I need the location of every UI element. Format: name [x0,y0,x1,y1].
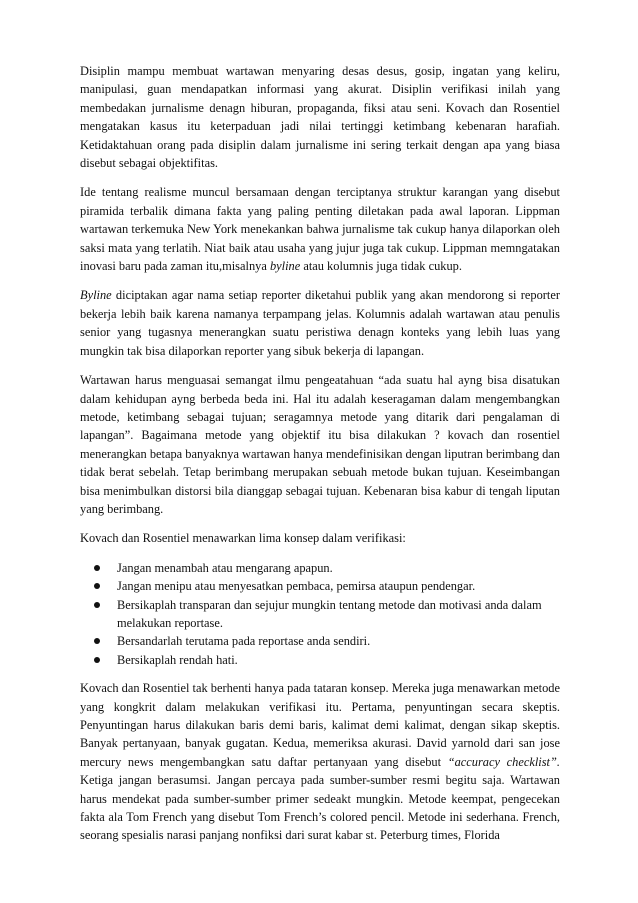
document-body [80,62,560,856]
list-item-text: Jangan menambah atau mengarang apapun. [117,560,333,575]
italic-term-byline: byline [269,259,301,274]
paragraph-method [80,371,560,518]
list-item [80,596,560,633]
italic-term-accuracy-checklist: “accuracy checklist”. [447,754,560,769]
paragraph-concepts-intro [80,529,560,547]
list-item [80,577,560,595]
list-item-text: Bersikaplah transparan dan sejujur mungkin tentang metode dan motivasi anda dalam melakukan reportase. [117,597,542,630]
paragraph-text: atau kolumnis juga tidak cukup. [300,259,462,274]
list-item [80,559,560,577]
list-item-text: Bersikaplah rendah hati. [117,652,238,667]
paragraph-byline [80,286,560,360]
italic-term-byline: Byline [80,288,112,303]
paragraph-text: Ketiga jangan berasumsi. Jangan percaya pada sumber-sumber resmi begitu saja. Wartawan harus mendekat pada sumber-sumber primer sedeakt mungkin. Metode keempat, pengecekan fakta ala Tom French yang disebut Tom French’s colored pencil. Metode ini sederhana. French, seorang spesialis narasi panjang nonfiksi dari surat kabar st. Peterburg times, Florida [80,773,560,843]
paragraph-discipline [80,62,560,172]
bullet-icon [94,565,100,571]
paragraph-text: Kovach dan Rosentiel tak berhenti hanya pada tataran konsep. Mereka juga menawarkan metode yang kongkrit dalam melakukan verifikasi itu. Pertama, penyuntingan secara skeptis. Penyuntingan harus dilakukan baris demi baris, kalimat demi kalimat, dengan sikap skeptis. Banyak pertanyaan, banyak gugatan. Kedua, memeriksa akurasi. David yarnold dari san jose mercury news mengembangkan satu daftar pertanyaan yang disebut [80,681,560,769]
paragraph-text: Wartawan harus menguasai semangat ilmu pengeatahuan “ada suatu hal ayng bisa disatukan dalam kehidupan ayng berbeda beda ini. Hal itu adalah keseragaman dalam mengembangkan metode, ketimbang sebagai tujuan; seragamnya metode yang ditarik dari pengalaman di lapangan”. Bagaimana metode yang objektif itu bisa dilakukan ? kovach dan rosentiel menerangkan betapa banyaknya wartawan hanya mendefinisikan dengan liputran berimbang dan tidak berat sebelah. Tetap berimbang merupakan sebuah metode bukan tujuan. Keseimbangan bisa menimbulkan distorsi bila dianggap sebagai tujuan. Kebenaran bisa kabur di tengah liputan yang berimbang. [80,373,560,516]
bullet-icon [94,602,100,608]
bullet-icon [94,583,100,589]
paragraph-text: Kovach dan Rosentiel menawarkan lima konsep dalam verifikasi: [80,531,406,546]
paragraph-realism [80,183,560,275]
bullet-icon [94,638,100,644]
paragraph-text: Disiplin mampu membuat wartawan menyaring desas desus, gosip, ingatan yang keliru, manipulasi, guan mendapatkan informasi yang akurat. Disiplin verifikasi inilah yang membedakan jurnalisme denagn hiburan, propaganda, fiksi atau seni. Kovach dan Rosentiel mengatakan kasus itu keterpaduan jadi nilai tertinggi ketimbang kebenaran harafiah. Ketidaktahuan orang pada disiplin dalam jurnalisme ini sering terkait dengan apa yang biasa disebut sebagai objektifitas. [80,64,560,171]
bullet-icon [94,657,100,663]
verification-concepts-list [80,559,560,669]
paragraph-verification-methods [80,679,560,845]
list-item [80,632,560,650]
list-item-text: Jangan menipu atau menyesatkan pembaca, pemirsa ataupun pendengar. [117,579,476,594]
paragraph-text: diciptakan agar nama setiap reporter diketahui publik yang akan mendorong si reporter bekerja lebih baik karena namanya terpampang jelas. Kolumnis adalah wartawan atau penulis senior yang tugasnya menerangkan suatu peristiwa denagn konteks yang lebih luas yang mungkin tak bisa dilaporkan reporter yang sibuk bekerja di lapangan. [80,288,560,358]
list-item [80,651,560,669]
paragraph-text: Ide tentang realisme muncul bersamaan dengan terciptanya struktur karangan yang disebut piramida terbalik dimana fakta yang paling penting diletakan pada awal laporan. Lippman wartawan terkemuka New York menekankan bahwa jurnalisme tak cukup hanya dilaporkan oleh saksi mata yang terlatih. Niat baik atau usaha yang jujur juga tak cukup. Lippman memngatakan inovasi baru pada zaman itu,misalnya [80,185,560,274]
list-item-text: Bersandarlah terutama pada reportase anda sendiri. [117,634,371,649]
